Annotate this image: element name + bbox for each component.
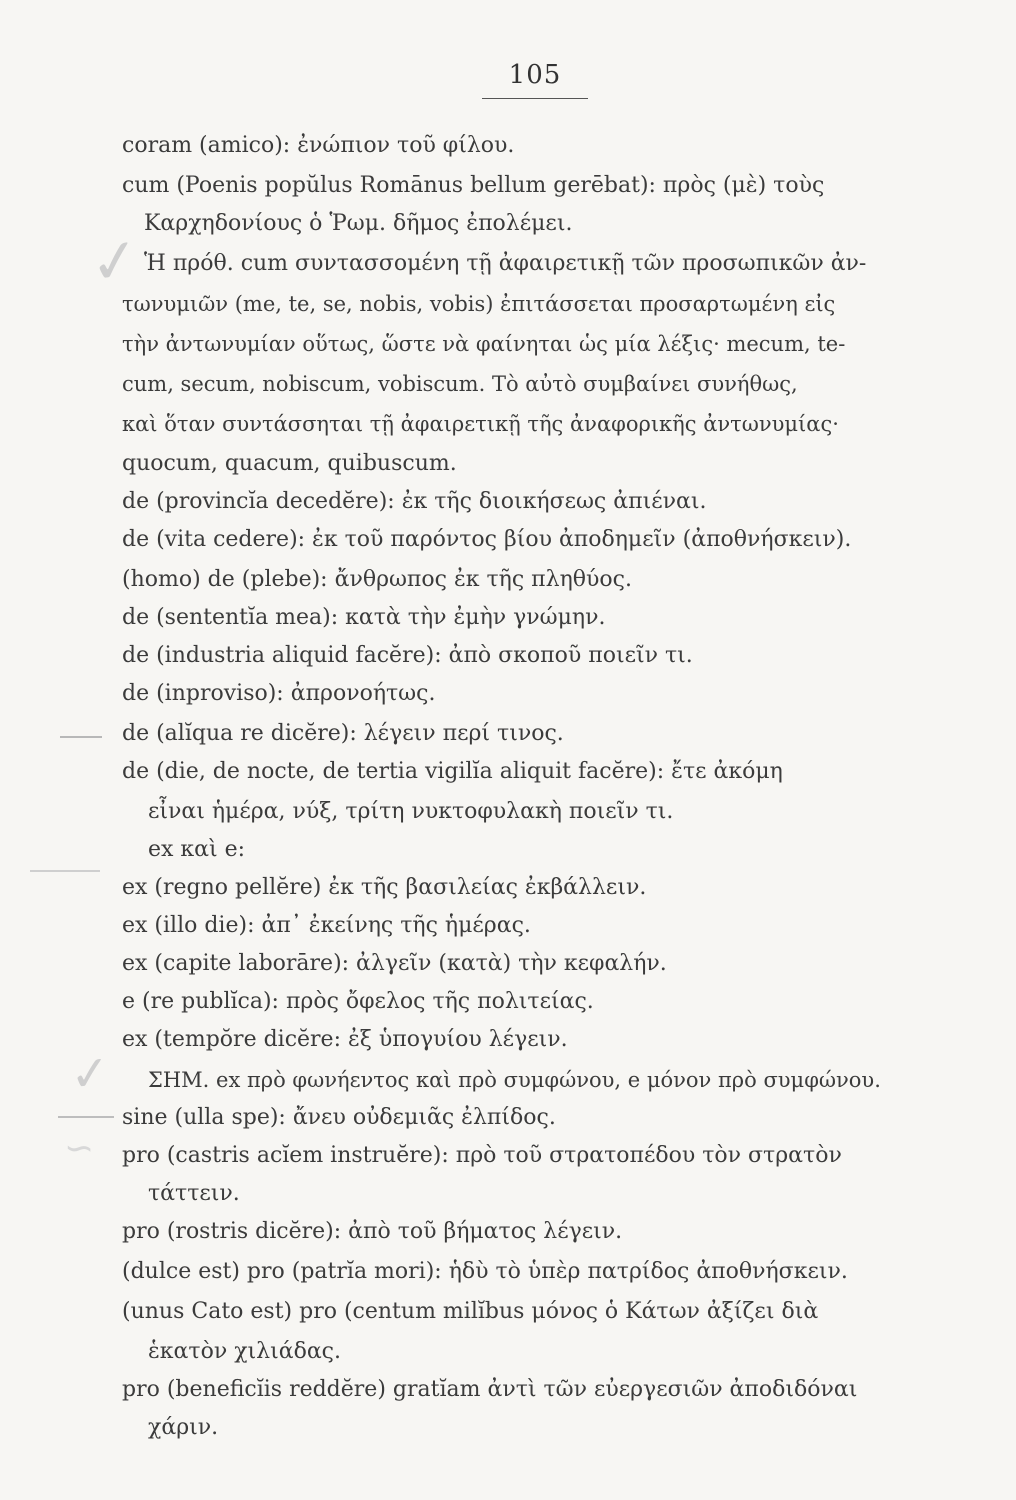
text-line: cum (Poenis popŭlus Romānus bellum gerēbat): πρὸς (μὲ) τοὺς [122, 173, 825, 198]
text-line: de (sententĭa mea): κατὰ τὴν ἐμὴν γνώμην. [122, 605, 606, 630]
pencil-scribble-icon: ∽ [64, 1128, 95, 1169]
text-line: καὶ ὅταν συντάσσηται τῇ ἀφαιρετικῇ τῆς ἀναφορικῆς ἀντωνυμίας· [122, 412, 839, 436]
text-line: e (re publĭca): πρὸς ὄφελος τῆς πολιτείας. [122, 989, 594, 1014]
text-line: coram (amico): ἐνώπιον τοῦ φίλου. [122, 133, 515, 158]
text-line: ex (regno pellĕre) ἐκ τῆς βασιλείας ἐκβάλλειν. [122, 875, 647, 900]
text-line: τάττειν. [148, 1181, 240, 1206]
text-line: ΣΗΜ. ex πρὸ φωνήεντος καὶ πρὸ συμφώνου, e μόνον πρὸ συμφώνου. [148, 1068, 881, 1092]
pencil-dash-mark [30, 870, 100, 872]
text-line: de (inproviso): ἀπρονοήτως. [122, 681, 436, 706]
text-line: de (alĭqua re dicĕre): λέγειν περί τινος. [122, 721, 564, 746]
text-line: de (vita cedere): ἐκ τοῦ παρόντος βίου ἀποδημεῖν (ἀποθνήσκειν). [122, 527, 852, 552]
text-line: τὴν ἀντωνυμίαν οὕτως, ὥστε νὰ φαίνηται ὡς μία λέξις· mecum, te- [122, 332, 846, 356]
text-line: (dulce est) pro (patrĭa mori): ἡδὺ τὸ ὑπὲρ πατρίδος ἀποθνήσκειν. [122, 1259, 848, 1284]
text-line: εἶναι ἡμέρα, νύξ, τρίτη νυκτοφυλακὴ ποιεῖν τι. [148, 799, 674, 824]
text-line: (homo) de (plebe): ἄνθρωπος ἐκ τῆς πληθύος. [122, 567, 632, 592]
text-line: χάριν. [148, 1415, 219, 1440]
text-line: pro (castris acĭem instruĕre): πρὸ τοῦ στρατοπέδου τὸν στρατὸν [122, 1143, 842, 1168]
text-line: ex (illo die): ἀπ᾽ ἐκείνης τῆς ἡμέρας. [122, 913, 531, 938]
text-line: sine (ulla spe): ἄνευ οὐδεμιᾶς ἐλπίδος. [122, 1105, 556, 1130]
text-line: Καρχηδονίους ὁ Ῥωμ. δῆμος ἐπολέμει. [144, 211, 573, 236]
page-number: 105 [508, 60, 562, 90]
text-line: cum, secum, nobiscum, vobiscum. Τὸ αὐτὸ συμβαίνει συνήθως, [122, 372, 798, 396]
text-line: ex (tempŏre dicĕre: ἐξ ὑπογυίου λέγειν. [122, 1027, 568, 1052]
text-line: pro (beneficĭis reddĕre) gratĭam ἀντὶ τῶν εὐεργεσιῶν ἀποδιδόναι [122, 1377, 858, 1402]
pencil-check-mark-icon: ✓ [67, 1044, 113, 1104]
text-line: ἑκατὸν χιλιάδας. [148, 1339, 341, 1364]
text-line: ex (capite laborāre): ἀλγεῖν (κατὰ) τὴν κεφαλήν. [122, 951, 667, 976]
text-line: (unus Cato est) pro (centum milĭbus μόνος ὁ Κάτων ἀξίζει διὰ [122, 1299, 819, 1324]
pencil-dash-mark [58, 1116, 114, 1118]
text-line: ex καὶ e: [148, 837, 246, 862]
page-number-rule [482, 98, 588, 99]
text-line: quocum, quacum, quibuscum. [122, 451, 457, 476]
text-line: Ἡ πρόθ. cum συντασσομένη τῇ ἀφαιρετικῇ τῶν προσωπικῶν ἀν- [144, 251, 867, 276]
text-line: τωνυμιῶν (me, te, se, nobis, vobis) ἐπιτάσσεται προσαρτωμένη εἰς [122, 292, 836, 316]
text-line: de (industria aliquid facĕre): ἀπὸ σκοποῦ ποιεῖν τι. [122, 643, 693, 668]
text-line: de (provincĭa decedĕre): ἐκ τῆς διοικήσεως ἀπιέναι. [122, 489, 707, 514]
pencil-dash-mark [60, 736, 102, 738]
text-line: pro (rostris dicĕre): ἀπὸ τοῦ βήματος λέγειν. [122, 1219, 623, 1244]
pencil-check-mark-icon: ✓ [85, 223, 145, 301]
text-line: de (die, de nocte, de tertia vigilĭa aliquit facĕre): ἔτε ἀκόμη [122, 759, 783, 784]
